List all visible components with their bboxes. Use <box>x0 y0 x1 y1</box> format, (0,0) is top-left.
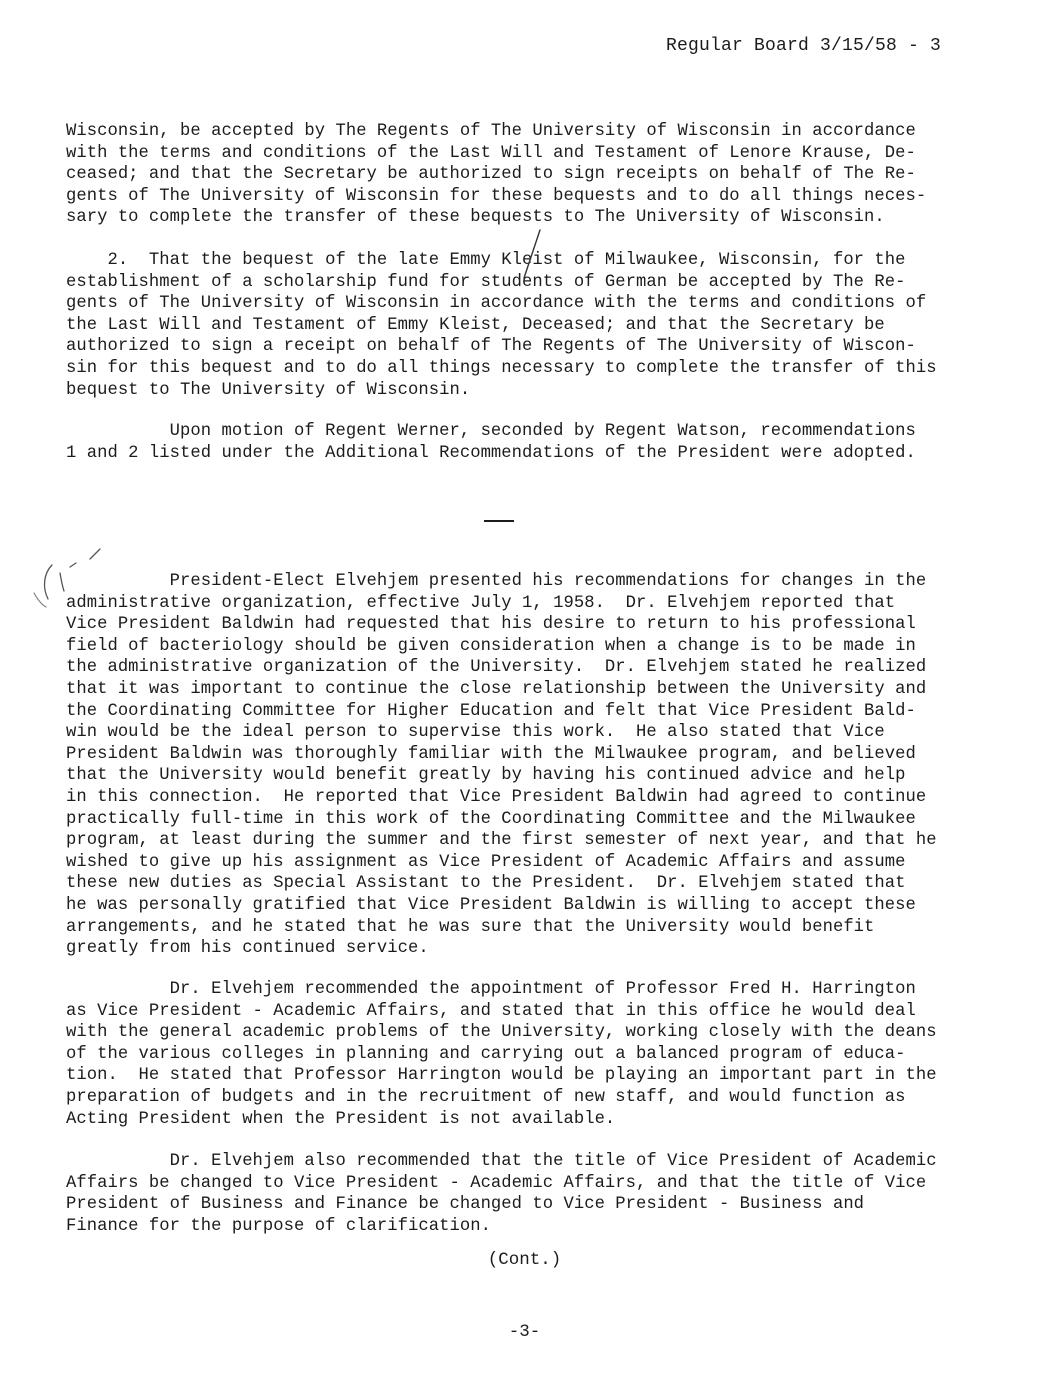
text-line: tion. He stated that Professor Harrington would be playing an important part in the <box>66 1066 937 1086</box>
page-number: -3- <box>508 1322 541 1342</box>
text-line: the Last Will and Testament of Emmy Kleist, Deceased; and that the Secretary be <box>66 315 885 335</box>
page-header: Regular Board 3/15/58 - 3 <box>665 36 941 56</box>
text-line: gents of The University of Wisconsin in accordance with the terms and conditions of <box>66 294 927 314</box>
text-line: Dr. Elvehjem also recommended that the title of Vice President of Academic <box>66 1152 937 1171</box>
text-line: 2. That the bequest of the late Emmy Kleist of Milwaukee, Wisconsin, for the <box>66 251 906 270</box>
text-line: the administrative organization of the University. Dr. Elvehjem stated he realized <box>66 658 927 678</box>
text-line: President Baldwin was thoroughly familiar with the Milwaukee program, and believed <box>66 744 916 764</box>
text-line: that the University would benefit greatly by having his continued advice and help <box>66 766 906 786</box>
text-line: of the various colleges in planning and carrying out a balanced program of educa- <box>66 1044 906 1064</box>
text-line: Acting President when the President is not available. <box>66 1109 616 1129</box>
paragraph-title-change <box>66 1151 956 1237</box>
text-line: Affairs be changed to Vice President - Academic Affairs, and that the title of Vice <box>66 1173 927 1193</box>
text-line: practically full-time in this work of the Coordinating Committee and the Milwaukee <box>66 809 916 829</box>
text-line: gents of The University of Wisconsin for these bequests and to do all things neces- <box>66 186 927 206</box>
paragraph-harrington-appointment <box>66 979 956 1130</box>
text-line: sin for this bequest and to do all things necessary to complete the transfer of this <box>66 358 937 378</box>
text-line: bequest to The University of Wisconsin. <box>66 380 471 400</box>
paragraph-motion <box>66 421 956 464</box>
continued-note: (Cont.) <box>487 1250 562 1270</box>
text-line: authorized to sign a receipt on behalf of The Regents of The University of Wiscon- <box>66 337 916 357</box>
text-line: Dr. Elvehjem recommended the appointment of Professor Fred H. Harrington <box>66 980 916 999</box>
text-line: Finance for the purpose of clarification. <box>66 1216 491 1236</box>
text-line: ceased; and that the Secretary be authorized to sign receipts on behalf of The Re- <box>66 165 916 185</box>
text-line: as Vice President - Academic Affairs, and stated that in this office he would deal <box>66 1001 916 1021</box>
paragraph-administrative-changes <box>66 571 956 960</box>
text-line: President of Business and Finance be changed to Vice President - Business and <box>66 1195 865 1215</box>
text-line: Wisconsin, be accepted by The Regents of The University of Wisconsin in accordance <box>66 122 916 141</box>
text-line: wished to give up his assignment as Vice President of Academic Affairs and assume <box>66 852 906 872</box>
text-line: win would be the ideal person to supervise this work. He also stated that Vice <box>66 723 885 743</box>
text-line: preparation of budgets and in the recruitment of new staff, and would function as <box>66 1087 906 1107</box>
text-line: arrangements, and he stated that he was sure that the University would benefit <box>66 917 875 937</box>
section-separator <box>484 520 514 522</box>
text-line: these new duties as Special Assistant to the President. Dr. Elvehjem stated that <box>66 874 906 894</box>
handwritten-margin-mark-icon <box>30 545 110 615</box>
text-line: program, at least during the summer and the first semester of next year, and that he <box>66 831 937 851</box>
text-line: he was personally gratified that Vice President Baldwin is willing to accept these <box>66 895 916 915</box>
text-line: the Coordinating Committee for Higher Education and felt that Vice President Bald- <box>66 701 916 721</box>
text-line: Upon motion of Regent Werner, seconded by Regent Watson, recommendations <box>66 422 916 441</box>
text-line: with the general academic problems of the University, working closely with the deans <box>66 1023 937 1043</box>
text-line: establishment of a scholarship fund for students of German be accepted by The Re- <box>66 272 906 292</box>
paragraph-bequest-krause <box>66 121 956 229</box>
text-line: that it was important to continue the close relationship between the University and <box>66 679 927 699</box>
text-line: President-Elect Elvehjem presented his recommendations for changes in the <box>66 572 927 591</box>
text-line: 1 and 2 listed under the Additional Recommendations of the President were adopted. <box>66 443 916 463</box>
text-line: greatly from his continued service. <box>66 939 429 959</box>
text-line: with the terms and conditions of the Last Will and Testament of Lenore Krause, De- <box>66 143 916 163</box>
pen-stroke-mark-icon <box>510 226 550 286</box>
text-line: in this connection. He reported that Vice President Baldwin had agreed to continue <box>66 787 927 807</box>
text-line: Vice President Baldwin had requested that his desire to return to his professional <box>66 615 916 635</box>
text-line: sary to complete the transfer of these bequests to The University of Wisconsin. <box>66 208 885 228</box>
text-line: administrative organization, effective July 1, 1958. Dr. Elvehjem reported that <box>66 593 896 613</box>
text-line: field of bacteriology should be given consideration when a change is to be made in <box>66 636 916 656</box>
